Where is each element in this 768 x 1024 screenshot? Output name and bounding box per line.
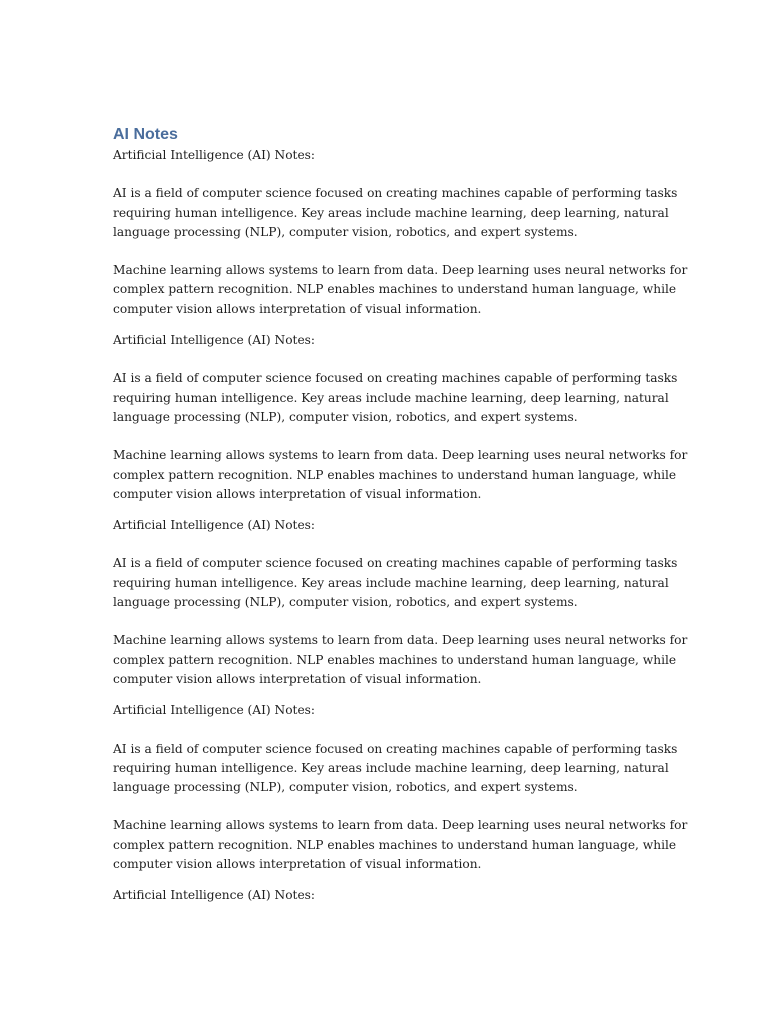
paragraph-line: language processing (NLP), computer vision, robotics, and expert systems. [113, 224, 578, 239]
paragraph-line: computer vision allows interpretation of visual information. [113, 486, 482, 501]
paragraph-line: complex pattern recognition. NLP enables machines to understand human language, while [113, 652, 677, 667]
paragraph-details [113, 261, 688, 319]
paragraph-overview [113, 554, 678, 612]
paragraph-overview [113, 369, 678, 427]
paragraph-line: Machine learning allows systems to learn from data. Deep learning uses neural networks for [113, 448, 688, 463]
section-heading: Artificial Intelligence (AI) Notes: [113, 703, 316, 718]
paragraph-line: Machine learning allows systems to learn from data. Deep learning uses neural networks for [113, 818, 688, 833]
section-heading: Artificial Intelligence (AI) Notes: [113, 333, 316, 348]
notes-section [113, 701, 688, 874]
paragraph-line: computer vision allows interpretation of visual information. [113, 301, 482, 316]
paragraph-line: Machine learning allows systems to learn from data. Deep learning uses neural networks for [113, 263, 688, 278]
paragraph-line: requiring human intelligence. Key areas include machine learning, deep learning, natural [113, 760, 669, 775]
paragraph-line: AI is a field of computer science focused on creating machines capable of performing tasks [113, 186, 678, 201]
paragraph-line: requiring human intelligence. Key areas include machine learning, deep learning, natural [113, 575, 669, 590]
paragraph-line: computer vision allows interpretation of visual information. [113, 857, 482, 872]
paragraph-line: complex pattern recognition. NLP enables machines to understand human language, while [113, 837, 677, 852]
document-title: AI Notes [113, 126, 178, 143]
section-heading: Artificial Intelligence (AI) Notes: [113, 148, 316, 162]
paragraph-line: language processing (NLP), computer vision, robotics, and expert systems. [113, 595, 578, 610]
section-heading: Artificial Intelligence (AI) Notes: [113, 518, 316, 533]
notes-section [113, 331, 688, 504]
paragraph-line: Machine learning allows systems to learn from data. Deep learning uses neural networks for [113, 633, 688, 648]
paragraph-line: computer vision allows interpretation of visual information. [113, 671, 482, 686]
paragraph-line: complex pattern recognition. NLP enables machines to understand human language, while [113, 282, 677, 297]
paragraph-overview [113, 740, 678, 798]
notes-section [113, 516, 688, 689]
paragraph-overview [113, 184, 678, 242]
paragraph-details [113, 631, 688, 689]
paragraph-line: requiring human intelligence. Key areas include machine learning, deep learning, natural [113, 390, 669, 405]
paragraph-line: complex pattern recognition. NLP enables machines to understand human language, while [113, 467, 677, 482]
paragraph-details [113, 446, 688, 504]
document-body [113, 146, 688, 906]
paragraph-line: language processing (NLP), computer vision, robotics, and expert systems. [113, 409, 578, 424]
notes-section [113, 146, 688, 319]
paragraph-details [113, 816, 688, 874]
paragraph-line: AI is a field of computer science focused on creating machines capable of performing tasks [113, 556, 678, 571]
paragraph-line: AI is a field of computer science focused on creating machines capable of performing tasks [113, 371, 678, 386]
paragraph-line: AI is a field of computer science focused on creating machines capable of performing tasks [113, 741, 678, 756]
section-heading: Artificial Intelligence (AI) Notes: [113, 888, 316, 903]
paragraph-line: language processing (NLP), computer vision, robotics, and expert systems. [113, 780, 578, 795]
paragraph-line: requiring human intelligence. Key areas include machine learning, deep learning, natural [113, 205, 669, 220]
